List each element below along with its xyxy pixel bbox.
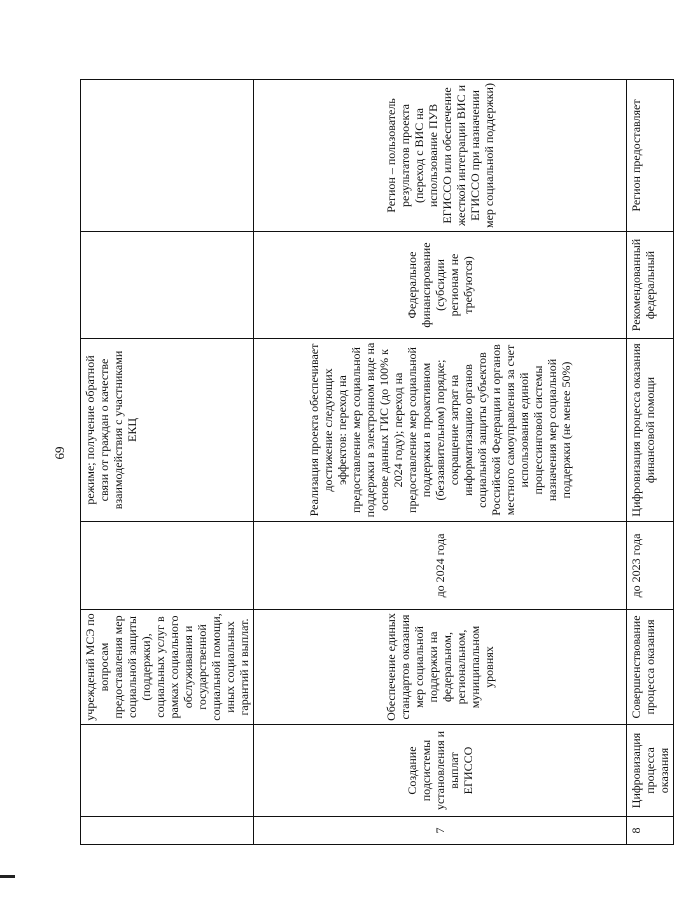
cell-goal: Обеспечение единых стандартов оказания мер социальной поддержки на федеральном, региональном, муниципальном уровнях: [254, 610, 627, 725]
measures-table: [80, 79, 674, 845]
cell-effect: режиме; получение обратной связи от граждан о качестве взаимодействия с участниками ЕКЦ: [81, 339, 254, 522]
table-row: [81, 80, 254, 845]
cell-name: Создание подсистемы установления и выплат ЕГИССО: [254, 725, 627, 817]
cell-num: [81, 817, 254, 845]
cell-goal: Совершенствование процесса оказания: [627, 610, 674, 725]
cell-participants: [81, 80, 254, 232]
page-number: 69: [52, 446, 67, 460]
cell-name: Цифровизация процесса оказания: [627, 725, 674, 817]
table-row: [627, 80, 674, 845]
cell-deadline: [81, 522, 254, 610]
cell-num: 7: [254, 817, 627, 845]
cell-name: [81, 725, 254, 817]
cell-goal: учреждений МСЭ по вопросам предоставления мер социальной защиты (поддержки), социальных услуг в рамках социального обслуживания и государственной социальной помощи, иных социальных гарантий и выплат.: [81, 610, 254, 725]
cell-participants: Регион – пользователь результатов проекта (переход с ВИС на использование ПУВ ЕГИССО или обеспечение жесткой интеграции ВИС и ЕГИССО при назначении мер социальной поддержки): [254, 80, 627, 232]
cell-financing: Рекомендованный федеральный: [627, 232, 674, 339]
cell-num: 8: [627, 817, 674, 845]
cell-financing: Федеральное финансирование (субсидии регионам не требуются): [254, 232, 627, 339]
cell-participants: Регион предоставляет: [627, 80, 674, 232]
cell-effect: Цифровизация процесса оказания финансовой помощи: [627, 339, 674, 522]
cell-effect: Реализация проекта обеспечивает достижение следующих эффектов: переход на предоставление мер социальной поддержки в электронном виде на основе данных ГИС (до 100% к 2024 году); переход на предоставление мер социальной поддержки в проактивном (беззаявительном) порядке; сокращение затрат на информатизацию органов социальной защиты субъектов Российской Федерации и органов местного самоуправления за счет использования единой процессинговой системы назначения мер социальной поддержки (не менее 50%): [254, 339, 627, 522]
table-frame: [80, 80, 671, 845]
scan-mark: [0, 875, 15, 878]
table-row: [254, 80, 627, 845]
cell-financing: [81, 232, 254, 339]
cell-deadline: до 2024 года: [254, 522, 627, 610]
rotated-table-wrapper: [80, 80, 671, 845]
cell-deadline: до 2023 года: [627, 522, 674, 610]
